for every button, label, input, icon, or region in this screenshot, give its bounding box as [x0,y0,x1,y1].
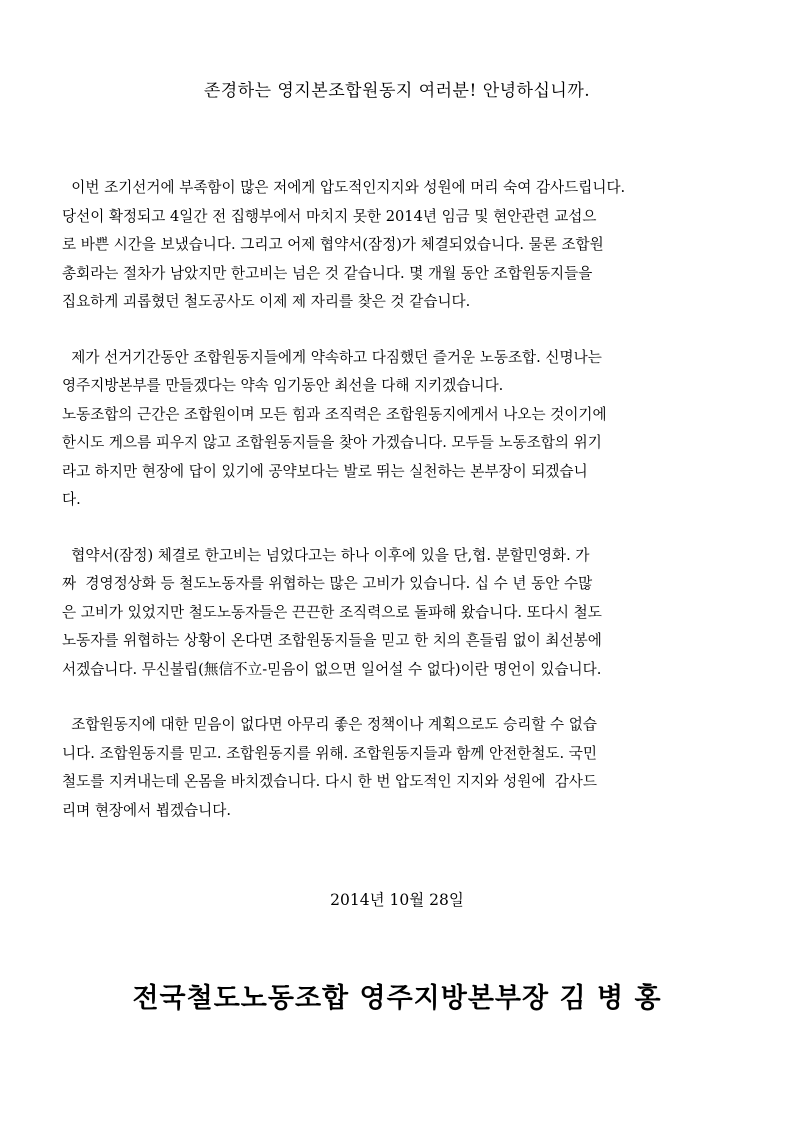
paragraph-line: 이번 조기선거에 부족함이 많은 저에게 압도적인지지와 성원에 머리 숙여 감사드립니다. [62,179,626,196]
paragraph-line: 집요하게 괴롭혔던 철도공사도 이제 제 자리를 찾은 것 같습니다. [62,293,471,310]
letter-date: 2014년 10월 28일 [330,891,464,909]
paragraph-line: 라고 하지만 현장에 답이 있기에 공약보다는 발로 뛰는 실천하는 본부장이 되겠습니 [62,462,588,480]
paragraph-gap [62,684,702,711]
paragraph-line: 제가 선거기간동안 조합원동지들에게 약속하고 다짐했던 즐거운 노동조합. 신명나는 [62,348,602,366]
paragraph-gap [62,317,702,344]
paragraph-line: 노동조합의 근간은 조합원이며 모든 힘과 조직력은 조합원동지에게서 나오는 것이기에 [62,405,607,423]
paragraph [62,542,702,685]
paragraph-line: 은 고비가 있었지만 철도노동자들은 끈끈한 조직력으로 돌파해 왔습니다. 또다시 철도 [62,603,602,621]
paragraph-line: 영주지방본부를 만들겠다는 약속 임기동안 최선을 다해 지키겠습니다. [62,377,504,394]
paragraph-line: 한시도 게으름 피우지 않고 조합원동지들을 찾아 가겠습니다. 모두들 노동조합의 위기 [62,434,602,451]
paragraph-line: 총회라는 절차가 남았지만 한고비는 넘은 것 같습니다. 몇 개월 동안 조합원동지들을 [62,264,593,282]
paragraph-line: 서겠습니다. 무신불립(無信不立-믿음이 없으면 일어설 수 없다)이란 명언이 있습니다. [62,660,602,678]
paragraph-gap [62,515,702,542]
signature-line: 전국철도노동조합 영주지방본부장 김 병 홍 [132,983,662,1014]
paragraph-line: 조합원동지에 대한 믿음이 없다면 아무리 좋은 정책이나 계획으로도 승리할 수 없습 [62,716,597,733]
paragraph-line: 짜 경영정상화 등 철도노동자를 위협하는 많은 고비가 있습니다. 십 수 년 동안 수많 [62,575,593,592]
paragraph-line: 당선이 확정되고 4일간 전 집행부에서 마치지 못한 2014년 임금 및 현안관련 교섭으 [62,207,597,225]
paragraph [62,711,702,825]
paragraph-line: 다. [62,491,81,508]
paragraph-line: 리며 현장에서 뵙겠습니다. [62,801,231,819]
letter-body [62,174,702,825]
paragraph-line: 로 바쁜 시간을 보냈습니다. 그리고 어제 협약서(잠정)가 체결되었습니다. 물론 조합원 [62,236,604,253]
paragraph [62,174,702,317]
paragraph-line: 노동자를 위협하는 상황이 온다면 조합원동지들을 믿고 한 치의 흔들림 없이 최선봉에 [62,632,602,649]
paragraph-line: 니다. 조합원동지를 믿고. 조합원동지를 위해. 조합원동지들과 함께 안전한철도. 국민 [62,744,597,762]
paragraph [62,344,702,515]
paragraph-line: 협약서(잠정) 체결로 한고비는 넘었다고는 하나 이후에 있을 단,협. 분할민영화. 가 [62,546,590,564]
paragraph-line: 철도를 지켜내는데 온몸을 바치겠습니다. 다시 한 번 압도적인 지지와 성원에 감사드 [62,773,597,790]
greeting-heading: 존경하는 영지본조합원동지 여러분! 안녕하십니까. [203,81,591,101]
